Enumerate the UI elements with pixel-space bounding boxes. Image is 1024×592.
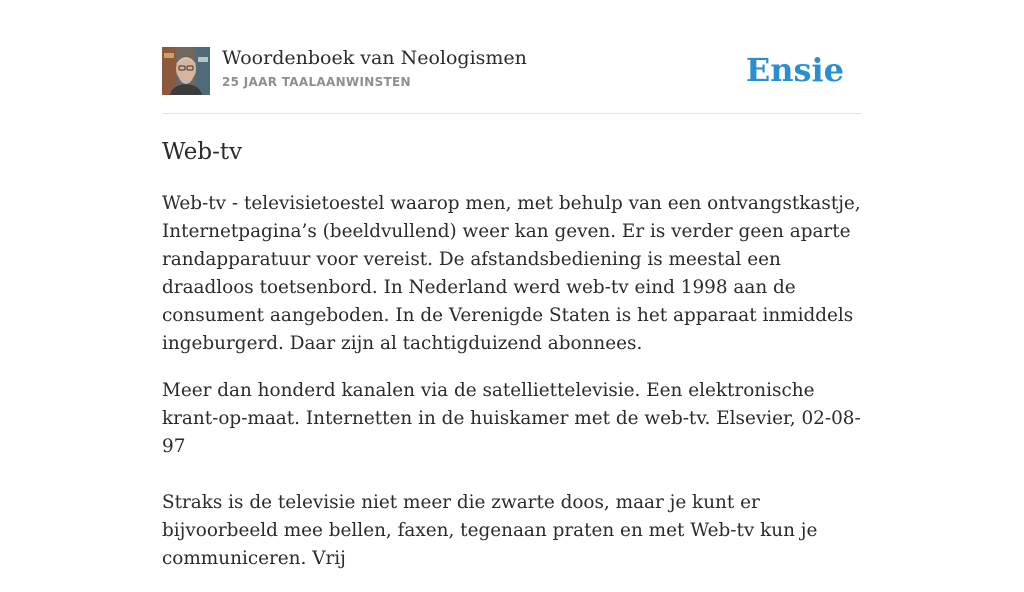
ensie-logo[interactable]: Ensie (745, 51, 844, 89)
header-divider (162, 113, 862, 114)
author-avatar[interactable] (162, 47, 210, 95)
brand-subtitle: 25 JAAR TAALAANWINSTEN (222, 75, 411, 89)
page-title: Web-tv (162, 139, 243, 165)
site-header (162, 46, 862, 96)
brand-title[interactable]: Woordenboek van Neologismen (222, 47, 527, 69)
definition-paragraph: Web-tv - televisietoestel waarop men, met behulp van een ontvangstkastje, Internetpagina’s (beeldvullend) weer kan geven. Er is verder geen aparte randapparatuur voor vereist. De afstandsbediening is meestal een draadloos toetsenbord. In Nederland werd web-tv eind 1998 aan de consument aangeboden. In de Verenigde Staten is het apparaat inmiddels ingeburgerd. Daar zijn al tachtigduizend abonnees. (162, 193, 861, 354)
quote-paragraph: Straks is de televisie niet meer die zwarte doos, maar je kunt er bijvoorbeeld mee bellen, faxen, tegenaan praten en met Web-tv kun je communiceren. Vrij (162, 492, 818, 569)
quote-paragraph: Meer dan honderd kanalen via de satelliettelevisie. Een elektronische krant-op-maat. Internetten in de huiskamer met de web-tv. Elsevier, 02-08-97 (162, 380, 861, 457)
article-body (162, 190, 868, 592)
